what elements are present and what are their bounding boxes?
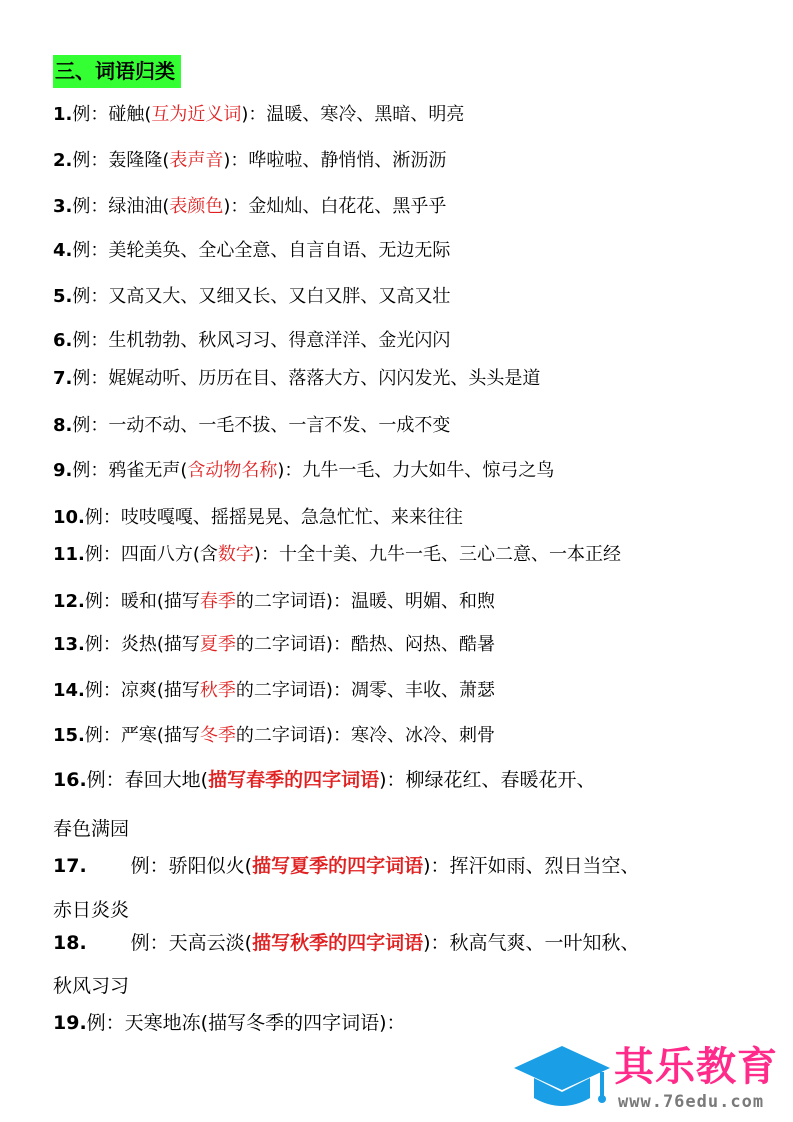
- list-item: 4.例：美轮美奂、全心全意、自言自语、无边无际: [53, 240, 451, 261]
- list-item: 8.例：一动不动、一毛不拔、一言不发、一成不变: [53, 415, 451, 436]
- list-item: 12.例：暖和(描写春季的二字词语)：温暖、明媚、和煦: [53, 591, 495, 612]
- list-item: 11.例：四面八方(含数字)：十全十美、九牛一毛、三心二意、一本正经: [53, 544, 621, 565]
- brand-url: www.76edu.com: [618, 1092, 765, 1112]
- brand-logo: [512, 1042, 787, 1117]
- list-item-continuation: 秋风习习: [53, 975, 130, 997]
- list-item: 17. 例：骄阳似火(描写夏季的四字词语)：挥汗如雨、烈日当空、: [53, 855, 640, 877]
- list-item: 7.例：娓娓动听、历历在目、落落大方、闪闪发光、头头是道: [53, 368, 541, 389]
- section-heading: 三、词语归类: [53, 55, 181, 88]
- list-item-continuation: 春色满园: [53, 818, 130, 840]
- list-item: 9.例：鸦雀无声(含动物名称)：九牛一毛、力大如牛、惊弓之鸟: [53, 460, 555, 481]
- list-item: 2.例：轰隆隆(表声音)：哗啦啦、静悄悄、淅沥沥: [53, 150, 447, 171]
- brand-name: 其乐教育: [614, 1044, 778, 1090]
- list-item: 6.例：生机勃勃、秋风习习、得意洋洋、金光闪闪: [53, 330, 451, 351]
- list-item: 19.例：天寒地冻(描写冬季的四字词语)：: [53, 1012, 406, 1034]
- list-item: 18. 例：天高云淡(描写秋季的四字词语)：秋高气爽、一叶知秋、: [53, 932, 640, 954]
- list-item: 5.例：又高又大、又细又长、又白又胖、又高又壮: [53, 286, 451, 307]
- list-item-continuation: 赤日炎炎: [53, 899, 130, 921]
- list-item: 14.例：凉爽(描写秋季的二字词语)：凋零、丰收、萧瑟: [53, 680, 495, 701]
- list-item: 3.例：绿油油(表颜色)：金灿灿、白花花、黑乎乎: [53, 196, 447, 217]
- list-item: 10.例：吱吱嘎嘎、摇摇晃晃、急急忙忙、来来往往: [53, 507, 463, 528]
- list-item: 15.例：严寒(描写冬季的二字词语)：寒冷、冰冷、刺骨: [53, 725, 495, 746]
- list-item: 16.例：春回大地(描写春季的四字词语)：柳绿花红、春暖花开、: [53, 769, 596, 791]
- list-item: 1.例：碰触(互为近义词)：温暖、寒冷、黑暗、明亮: [53, 104, 465, 125]
- list-item: 13.例：炎热(描写夏季的二字词语)：酷热、闷热、酷暑: [53, 634, 495, 655]
- graduation-cap-icon: [512, 1042, 612, 1114]
